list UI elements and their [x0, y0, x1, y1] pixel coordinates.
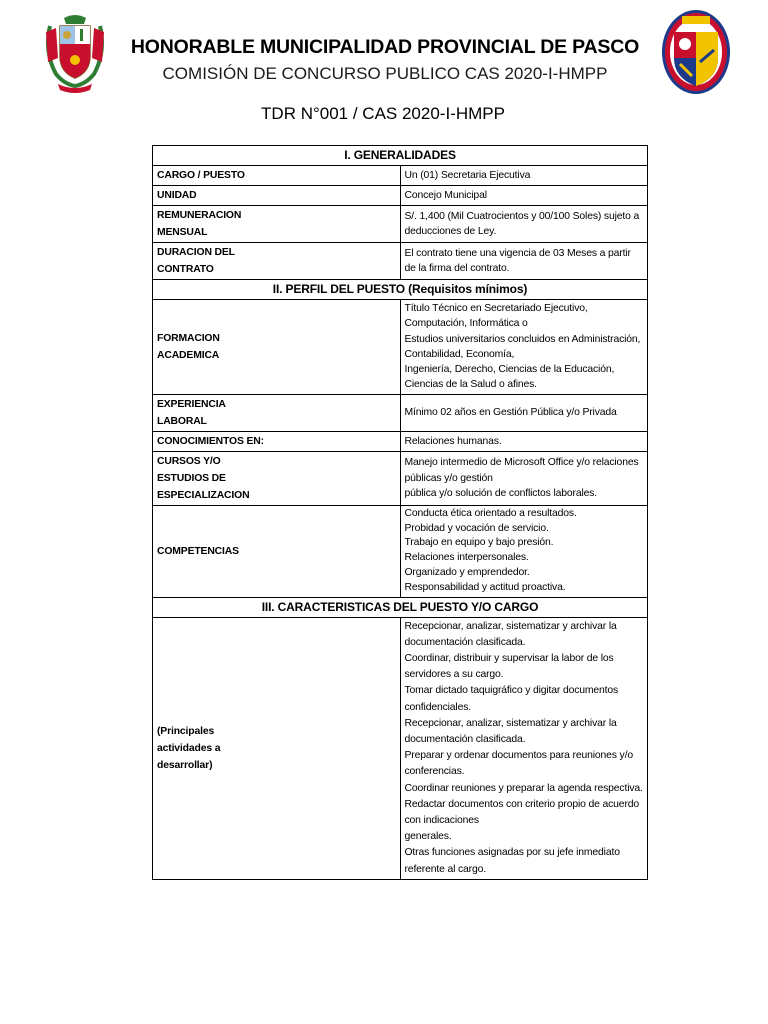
- section-header-row: [153, 280, 648, 300]
- row-value: Concejo Municipal: [400, 186, 648, 206]
- row-label: CURSOS Y/O ESTUDIOS DE ESPECIALIZACION: [153, 451, 401, 505]
- row-label: DURACION DEL CONTRATO: [153, 243, 401, 280]
- section-3-title: III. CARACTERISTICAS DEL PUESTO Y/O CARGO: [153, 597, 648, 617]
- section-header-row: [153, 146, 648, 166]
- row-label: CARGO / PUESTO: [153, 166, 401, 186]
- row-value: Conducta ética orientado a resultados. Probidad y vocación de servicio. Trabajo en equipo y bajo presión. Relaciones interpersonales. Organizado y emprendedor. Responsabilidad y actitud proactiva.: [400, 505, 648, 597]
- table-row: [153, 243, 648, 280]
- row-label: FORMACION ACADEMICA: [153, 300, 401, 395]
- section-2-title: II. PERFIL DEL PUESTO (Requisitos mínimos): [153, 280, 648, 300]
- table-row: [153, 451, 648, 505]
- table-row: [153, 394, 648, 431]
- row-value: El contrato tiene una vigencia de 03 Meses a partir de la firma del contrato.: [400, 243, 648, 280]
- row-value: Manejo intermedio de Microsoft Office y/o relaciones públicas y/o gestión pública y/o solución de conflictos laborales.: [400, 451, 648, 505]
- row-value: Relaciones humanas.: [400, 431, 648, 451]
- row-label: UNIDAD: [153, 186, 401, 206]
- table-row: [153, 166, 648, 186]
- table-row: [153, 431, 648, 451]
- row-label: (Principales actividades a desarrollar): [153, 617, 401, 879]
- table-row: [153, 206, 648, 243]
- row-label: CONOCIMIENTOS EN:: [153, 431, 401, 451]
- row-value: Recepcionar, analizar, sistematizar y archivar la documentación clasificada. Coordinar, distribuir y supervisar la labor de los servidores a su cargo. Tomar dictado taquigráfico y digitar documentos confidenciales. Recepcionar, analizar, sistematizar y archivar la documentación clasificada. Preparar y ordenar documentos para reuniones y/o conferencias. Coordinar reuniones y preparar la agenda respectiva. Redactar documentos con criterio propio de acuerdo con indicaciones generales. Otras funciones asignadas por su jefe inmediato referente al cargo.: [400, 617, 648, 879]
- row-value: Mínimo 02 años en Gestión Pública y/o Privada: [400, 394, 648, 431]
- municipal-shield-logo: [660, 6, 732, 96]
- row-label: COMPETENCIAS: [153, 505, 401, 597]
- section-header-row: [153, 597, 648, 617]
- row-label: EXPERIENCIA LABORAL: [153, 394, 401, 431]
- commission-subtitle: COMISIÓN DE CONCURSO PUBLICO CAS 2020-I-HMPP: [162, 64, 608, 83]
- row-label: REMUNERACION MENSUAL: [153, 206, 401, 243]
- institution-title: HONORABLE MUNICIPALIDAD PROVINCIAL DE PASCO: [130, 36, 640, 58]
- table-row: [153, 186, 648, 206]
- row-value: Título Técnico en Secretariado Ejecutivo, Computación, Informática o Estudios universitarios concluidos en Administración, Contabilidad, Economía, Ingeniería, Derecho, Ciencias de la Educación, Ciencias de la Salud o afines.: [400, 300, 648, 395]
- table-row: [153, 300, 648, 395]
- table-row: [153, 505, 648, 597]
- row-value: Un (01) Secretaria Ejecutiva: [400, 166, 648, 186]
- tdr-table: [152, 145, 648, 880]
- table-row: [153, 617, 648, 879]
- row-value: S/. 1,400 (Mil Cuatrocientos y 00/100 Soles) sujeto a deducciones de Ley.: [400, 206, 648, 243]
- peru-coat-of-arms-logo: [42, 12, 108, 96]
- document-title: TDR N°001 / CAS 2020-I-HMPP: [261, 104, 505, 123]
- section-1-title: I. GENERALIDADES: [153, 146, 648, 166]
